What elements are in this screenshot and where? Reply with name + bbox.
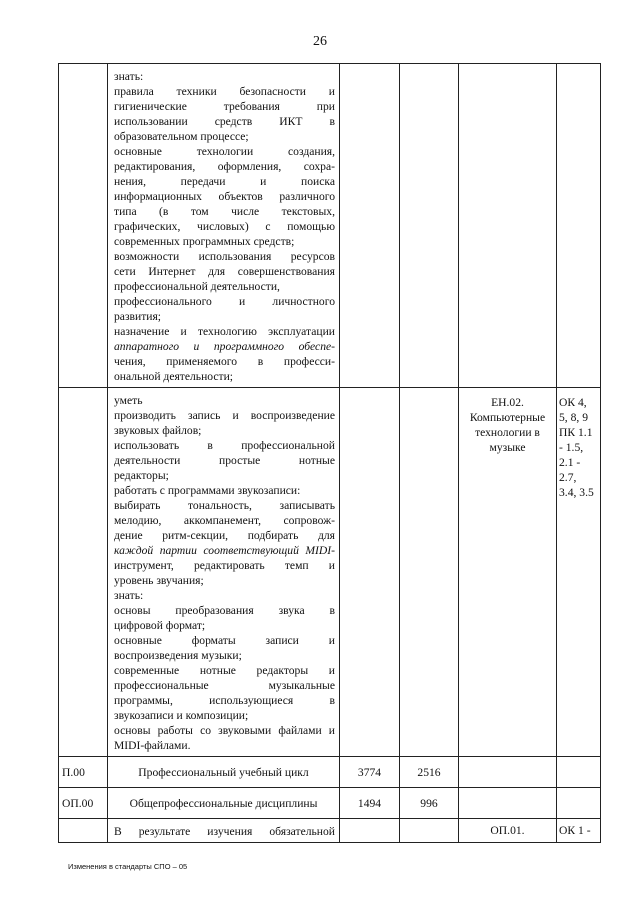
competency-cell [557, 64, 601, 388]
op01-description [108, 819, 340, 843]
page-number: 26 [313, 34, 327, 49]
text-line: использовании средств ИКТ в [114, 115, 335, 128]
text-line: каждой партии соответствующий MIDI- [114, 544, 335, 557]
text-line: ональной деятельности; [114, 370, 234, 383]
text-line: дение ритм-секции, подбирать для [114, 529, 335, 542]
section-name: Общепрофессиональные дисциплины [108, 788, 340, 819]
mandatory-load-cell [400, 64, 459, 388]
competency-cell [557, 788, 601, 819]
text-line: программы, использующиеся в [114, 694, 335, 707]
text-line: профессионального и личностного [114, 295, 335, 308]
text-line: - 1.5, [559, 441, 584, 454]
mandatory-load-value: 996 [400, 788, 459, 819]
max-load-cell [340, 64, 400, 388]
table-row-general-disciplines [59, 788, 601, 819]
text-line: 2.7, [559, 471, 577, 484]
text-line: чения, применяемого в професси- [114, 355, 335, 368]
text-line: 2.1 - [559, 456, 581, 469]
text-line: современных программных средств; [114, 235, 295, 248]
table-row-professional-cycle [59, 757, 601, 788]
text-line: инструмент, редактировать темп и [114, 559, 335, 572]
max-load-cell [340, 819, 400, 843]
max-load-cell [340, 388, 400, 757]
max-load-value: 1494 [340, 788, 400, 819]
text-line: профессиональной деятельности, [114, 280, 280, 293]
code-cell [59, 64, 108, 388]
text-line: работать с программами звукозаписи: [114, 484, 301, 497]
text-line: деятельности простые нотные [114, 454, 335, 467]
text-line: знать: [114, 70, 144, 83]
text-line: назначение и технологию эксплуатации [114, 325, 335, 338]
discipline-cell [459, 64, 557, 388]
text-line: основы преобразования звука в [114, 604, 335, 617]
text-line: выбирать тональность, записывать [114, 499, 335, 512]
table-row-op01 [59, 819, 601, 843]
section-code: П.00 [59, 757, 108, 788]
code-cell [59, 388, 108, 757]
text-line: развития; [114, 310, 162, 323]
text-line: правила техники безопасности и [114, 85, 335, 98]
text-line: основы работы со звуковыми файлами и [114, 724, 335, 737]
knowledge-description [108, 64, 340, 388]
text-line: производить запись и воспроизведение [114, 409, 335, 422]
text-line: уметь [114, 394, 143, 407]
mandatory-load-cell [400, 819, 459, 843]
text-line: звуковых файлов; [114, 424, 202, 437]
text-line: мелодию, аккомпанемент, сопровож- [114, 514, 335, 527]
text-line: уровень звучания; [114, 574, 204, 587]
text-line: типа (в том числе текстовых, [114, 205, 335, 218]
text-line: графических, числовых) с помощью [114, 220, 335, 233]
curriculum-table [58, 63, 601, 843]
table-row-skills [59, 388, 601, 757]
discipline-name [459, 388, 557, 757]
text-line: использовать в профессиональной [114, 439, 335, 452]
text-line: музыке [489, 441, 526, 454]
text-line: ПК 1.1 [559, 426, 593, 439]
mandatory-load-value: 2516 [400, 757, 459, 788]
discipline-cell [459, 788, 557, 819]
footer-note: Изменения в стандарты СПО – 05 [68, 862, 188, 871]
competency-codes [557, 388, 601, 757]
text-line: аппаратного и программного обеспе- [114, 340, 335, 353]
discipline-code: ОП.01. [459, 819, 557, 843]
competency-code: ОК 1 - [557, 819, 601, 843]
max-load-value: 3774 [340, 757, 400, 788]
text-line: 5, 8, 9 [559, 411, 588, 424]
text-line: сети Интернет для совершенствования [114, 265, 335, 278]
section-code: ОП.00 [59, 788, 108, 819]
text-line: современные нотные редакторы и [114, 664, 335, 677]
competency-cell [557, 757, 601, 788]
text-line: возможности использования ресурсов [114, 250, 335, 263]
text-line: основные технологии создания, [114, 145, 335, 158]
text-line: технологии в [475, 426, 540, 439]
skills-description [108, 388, 340, 757]
text-line: MIDI-файлами. [114, 739, 191, 752]
text-line: знать: [114, 589, 144, 602]
text-line: редактирования, оформления, сохра- [114, 160, 335, 173]
text-line: воспроизведения музыки; [114, 649, 242, 662]
text-line: звукозаписи и композиции; [114, 709, 249, 722]
code-cell [59, 819, 108, 843]
text-line: профессиональные музыкальные [114, 679, 335, 692]
table-row-knowledge [59, 64, 601, 388]
text-line: нения, передачи и поиска [114, 175, 335, 188]
mandatory-load-cell [400, 388, 459, 757]
text-line: информационных объектов различного [114, 190, 335, 203]
text-line: В результате изучения обязательной [114, 825, 335, 838]
text-line: ЕН.02. [491, 396, 524, 409]
text-line: редакторы; [114, 469, 169, 482]
text-line: образовательном процессе; [114, 130, 249, 143]
text-line: 3.4, 3.5 [559, 486, 594, 499]
text-line: ОК 4, [559, 396, 587, 409]
discipline-cell [459, 757, 557, 788]
text-line: гигиенические требования при [114, 100, 335, 113]
section-name: Профессиональный учебный цикл [108, 757, 340, 788]
text-line: основные форматы записи и [114, 634, 335, 647]
text-line: Компьютерные [469, 411, 546, 424]
text-line: цифровой формат; [114, 619, 206, 632]
